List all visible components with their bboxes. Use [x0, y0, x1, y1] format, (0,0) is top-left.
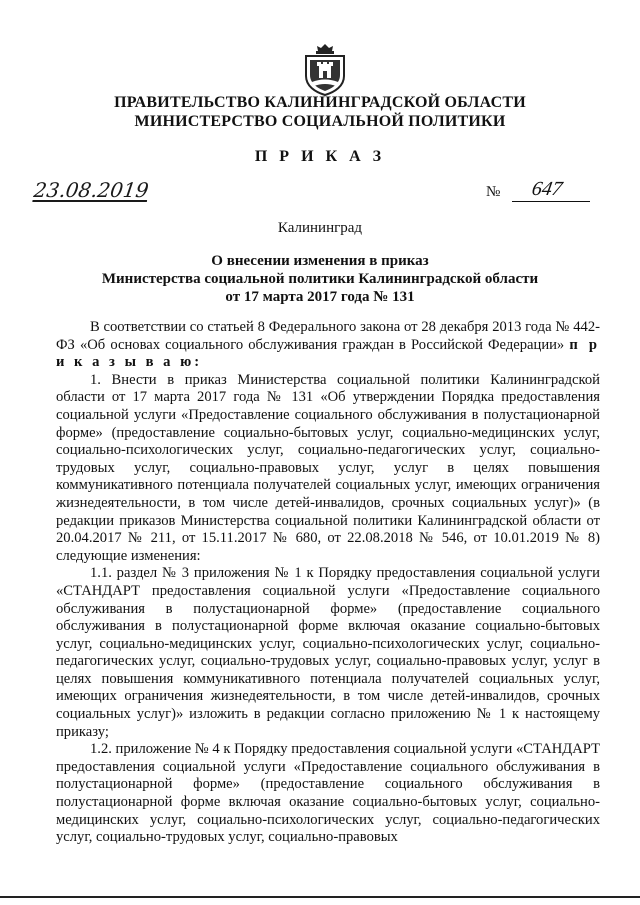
- prikazyvayu-text: п р и к а з ы в а ю:: [56, 336, 600, 371]
- coat-of-arms-icon: [302, 42, 348, 96]
- ministry-title: МИНИСТЕРСТВО СОЦИАЛЬНОЙ ПОЛИТИКИ: [134, 113, 506, 130]
- subject-line-3: от 17 марта 2017 года № 131: [225, 289, 415, 305]
- order-date: 23.08.2019: [32, 178, 151, 202]
- order-body: [56, 319, 600, 847]
- document-type-title: П Р И К А З: [254, 148, 386, 165]
- government-title: ПРАВИТЕЛЬСТВО КАЛИНИНГРАДСКОЙ ОБЛАСТИ: [114, 94, 526, 111]
- subject-line-2: Министерства социальной политики Калининградской области: [101, 271, 539, 287]
- city-name: Калининград: [277, 220, 363, 236]
- order-subject: [0, 252, 640, 306]
- subject-line-1: О внесении изменения в приказ: [211, 253, 429, 269]
- intro-paragraph: [56, 319, 600, 372]
- order-number-label: №: [486, 184, 501, 200]
- order-number-underline: [512, 201, 590, 202]
- paragraph-1-1: 1.1. раздел № 3 приложения № 1 к Порядку предоставления социальной услуги «СТАНДАРТ предоставления социальной услуги «Предоставление социального обслуживания в полустационарной форме» (предоставление социального обслуживания в полустационарной форме включая оказание социально-бытовых услуг, социально-медицинских услуг, социально-психологических услуг, социально-педагогических услуг, социально-трудовых услуг, социально-правовых услуг, услуг в целях повышения коммуникативного потенциала получателей социальных услуг, имеющих ограничения жизнедеятельности, в том числе детей-инвалидов, срочных социальных услуг)» изложить в редакции согласно приложению № 1 к настоящему приказу;: [56, 565, 600, 740]
- order-number: 647: [530, 178, 565, 200]
- paragraph-1-2: 1.2. приложение № 4 к Порядку предоставления социальной услуги «СТАНДАРТ предоставления социальной услуги «Предоставление социального обслуживания в полустационарной форме» (предоставление социального обслуживания в полустационарной форме включая оказание социально-бытовых услуг, социально-медицинских услуг, социально-психологических услуг, социально-педагогических услуг, социально-трудовых услуг, социально-правовых: [56, 741, 600, 846]
- intro-text: В соответствии со статьей 8 Федерального закона от 28 декабря 2013 года № 442-ФЗ «Об основах социального обслуживания граждан в Российской Федерации»: [56, 319, 600, 353]
- paragraph-1: 1. Внести в приказ Министерства социальной политики Калининградской области от 17 марта 2017 года № 131 «Об утверждении Порядка предоставления социальной услуги «Предоставление социального обслуживания в полустационарной форме» (предоставление социально-бытовых услуг, социально-медицинских услуг, социально-психологических услуг, социально-педагогических услуг, социально-трудовых услуг, социально-правовых услуг, услуг в целях повышения коммуникативного потенциала получателей социальных услуг, имеющих ограничения жизнедеятельности, в том числе детей-инвалидов, срочных социальных услуг)» (в редакции приказов Министерства социальной политики Калининградской области от 20.04.2017 № 211, от 15.11.2017 № 680, от 22.08.2018 № 546, от 10.01.2019 № 8) следующие изменения:: [56, 371, 600, 564]
- scan-edge-line: [0, 896, 640, 898]
